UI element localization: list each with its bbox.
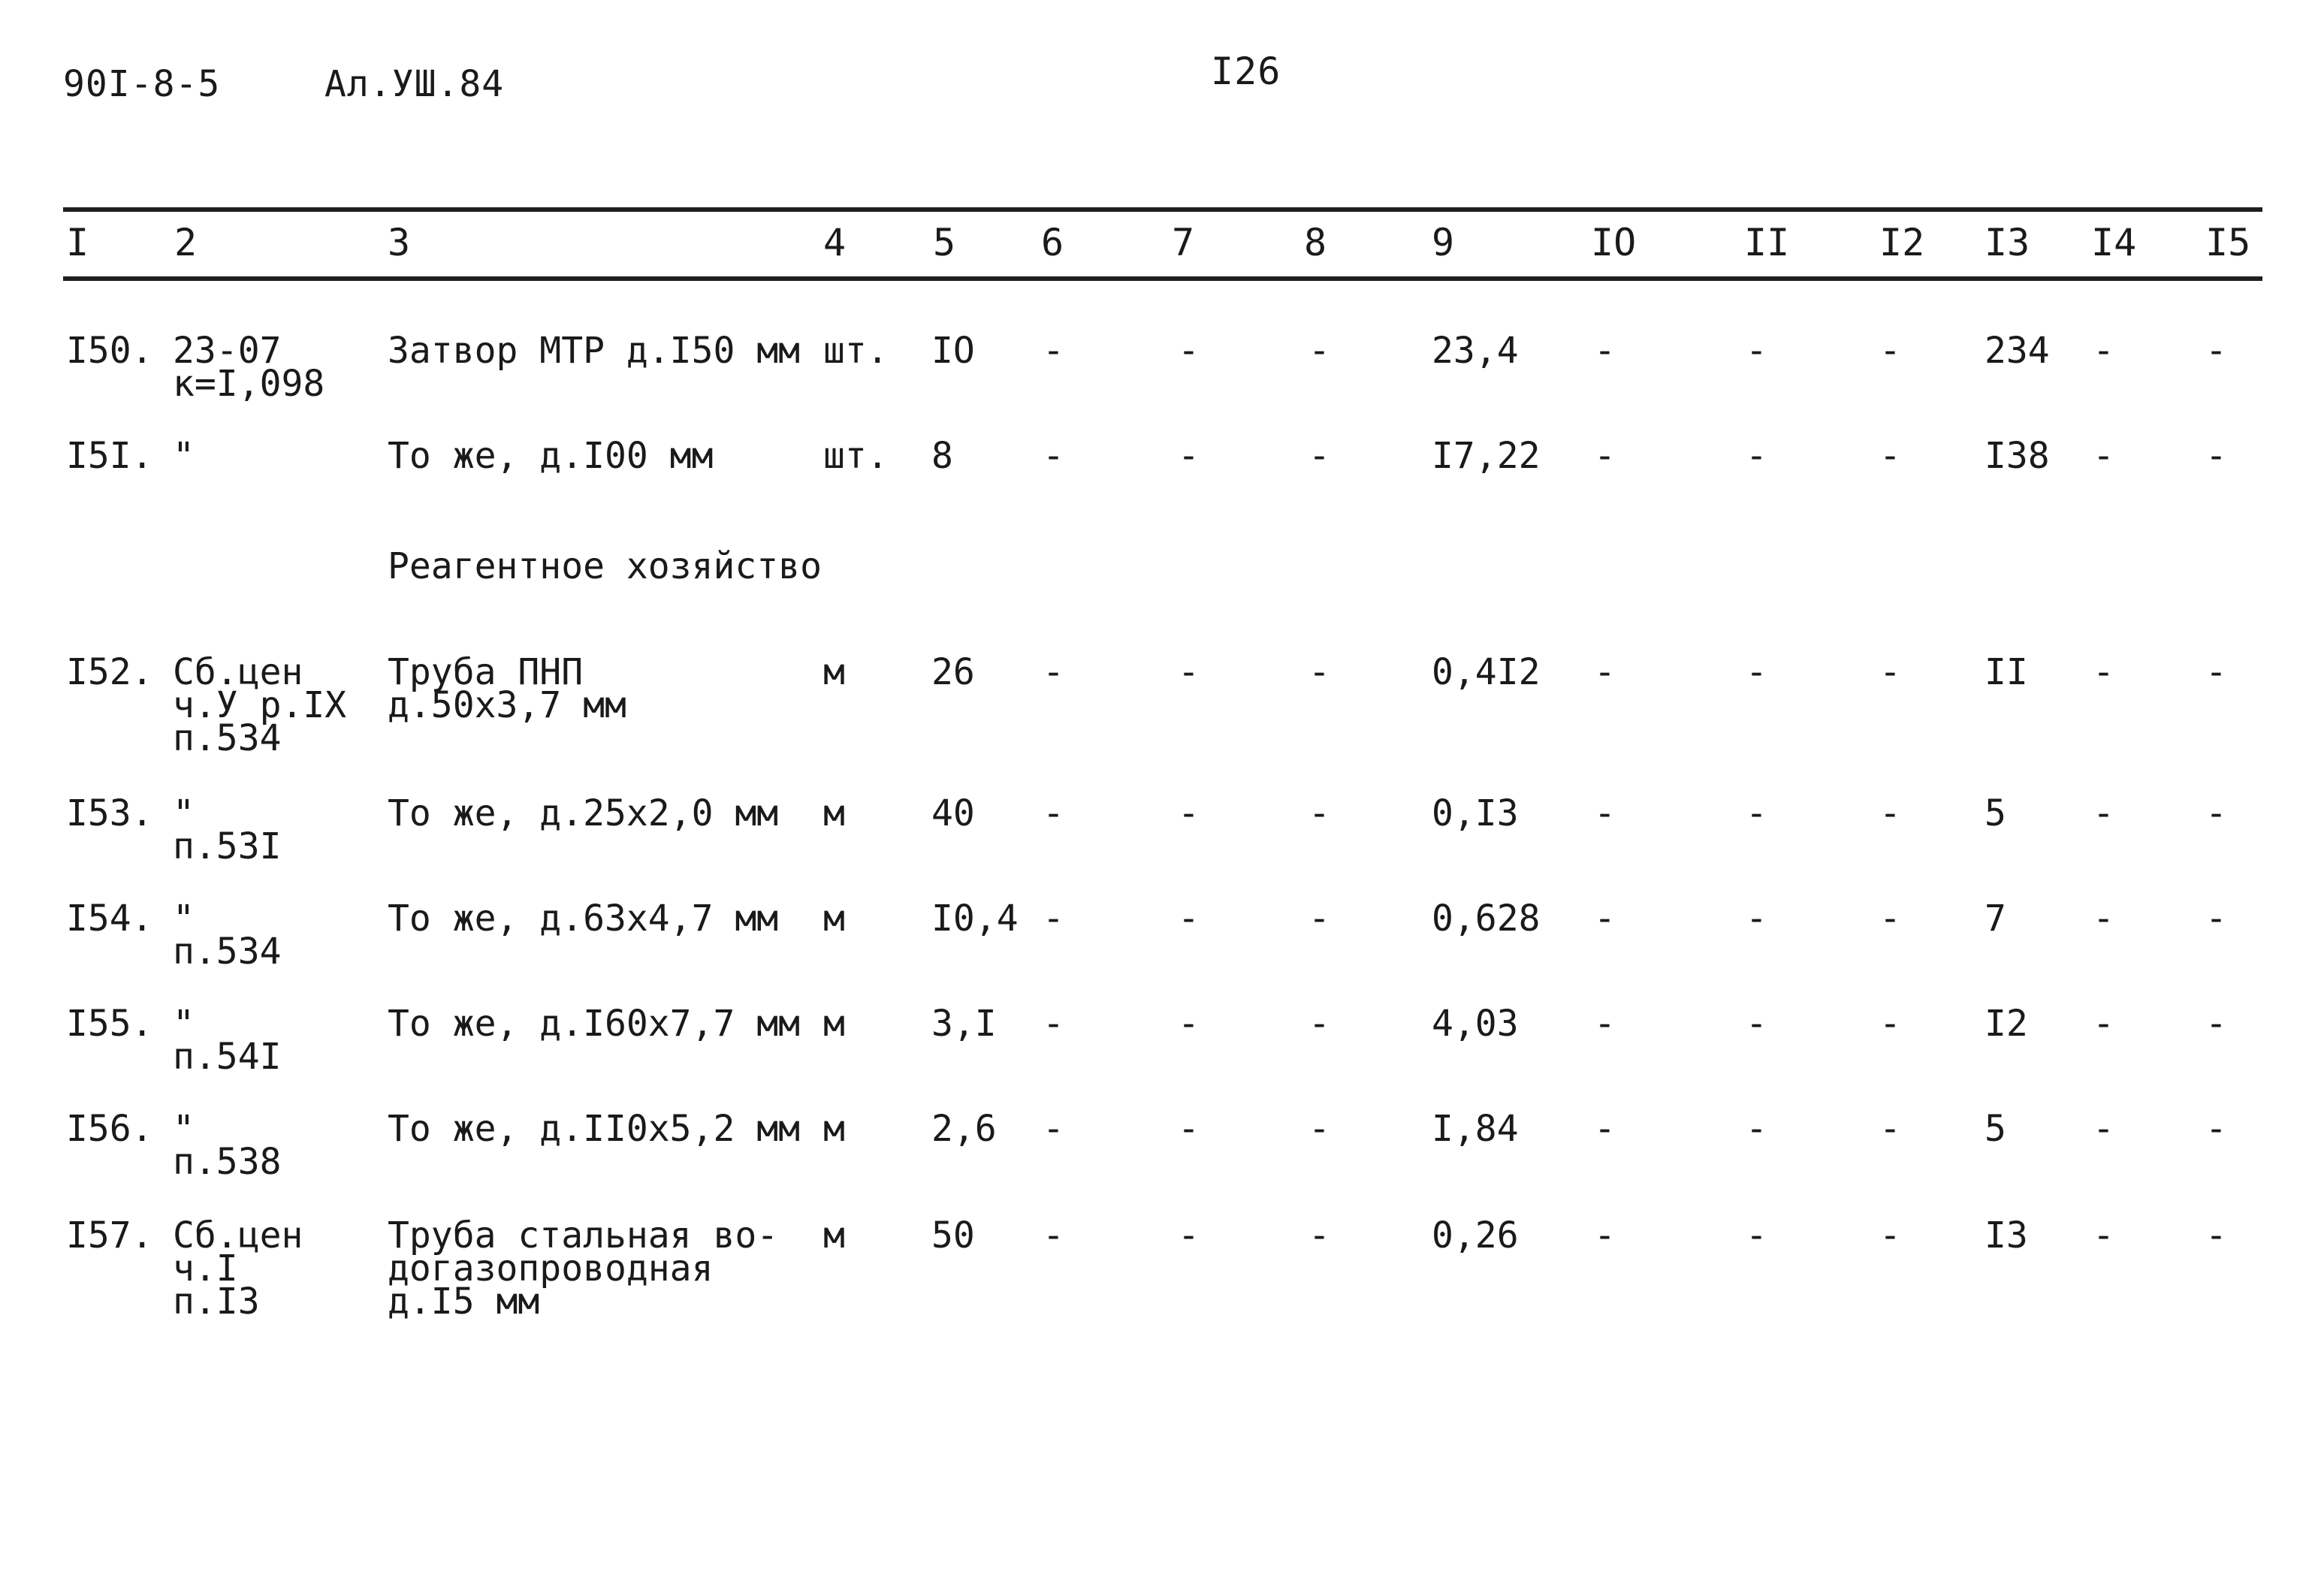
cell-unit: шт.: [823, 330, 889, 372]
cell-num: I53.: [66, 792, 153, 834]
cell-c8: -: [1308, 330, 1330, 372]
cell-code: ": [173, 792, 195, 834]
cell-c12: -: [1879, 1108, 1901, 1150]
cell-c11: -: [1746, 898, 1767, 940]
cell-c7: -: [1178, 330, 1200, 372]
cell-qty: I0,4: [931, 898, 1019, 940]
cell-c12: -: [1879, 651, 1901, 693]
cell-c8: -: [1308, 792, 1330, 834]
cell-qty: 26: [931, 651, 975, 693]
cell-num: I50.: [66, 330, 153, 372]
cell-c12: -: [1879, 435, 1901, 477]
cell-c13: 234: [1985, 330, 2050, 372]
cell-c12: -: [1879, 330, 1901, 372]
cell-name: То же, д.I00 мм: [388, 435, 714, 477]
cell-c15: -: [2205, 1214, 2227, 1257]
cell-code: ": [173, 1108, 195, 1150]
column-header-8: 8: [1304, 221, 1327, 264]
cell-c7: -: [1178, 898, 1200, 940]
cell-c10: -: [1594, 1214, 1616, 1257]
cell-c6: -: [1043, 898, 1064, 940]
cell-c8: -: [1308, 651, 1330, 693]
cell-name: Затвор МТР д.I50 мм: [388, 330, 801, 372]
column-header-1: I: [66, 221, 89, 264]
cell-c6: -: [1043, 792, 1064, 834]
cell-c13: I38: [1985, 435, 2050, 477]
section-title: Реагентное хозяйство: [388, 545, 822, 587]
cell-c11: -: [1746, 1214, 1767, 1257]
cell-c15: -: [2205, 1003, 2227, 1045]
cell-name: д.I5 мм: [388, 1281, 540, 1323]
cell-c15: -: [2205, 330, 2227, 372]
cell-c15: -: [2205, 792, 2227, 834]
cell-name: д.50х3,7 мм: [388, 684, 626, 726]
cell-c6: -: [1043, 651, 1064, 693]
cell-unit: м: [823, 898, 845, 940]
cell-code: ": [173, 435, 195, 477]
cell-qty: 3,I: [931, 1003, 997, 1045]
cell-code: к=I,098: [173, 363, 325, 405]
cell-c7: -: [1178, 435, 1200, 477]
cell-unit: м: [823, 1108, 845, 1150]
cell-c7: -: [1178, 651, 1200, 693]
column-header-12: I2: [1879, 221, 1925, 264]
cell-c11: -: [1746, 435, 1767, 477]
column-header-4: 4: [823, 221, 847, 264]
cell-unit: шт.: [823, 435, 889, 477]
cell-qty: 8: [931, 435, 953, 477]
cell-c14: -: [2093, 1108, 2114, 1150]
column-header-7: 7: [1172, 221, 1195, 264]
cell-c11: -: [1746, 651, 1767, 693]
cell-c10: -: [1594, 792, 1616, 834]
cell-unit: м: [823, 1214, 845, 1257]
cell-num: I5I.: [66, 435, 153, 477]
cell-code: Сб.цен: [173, 651, 303, 693]
cell-qty: 50: [931, 1214, 975, 1257]
cell-name: То же, д.I60х7,7 мм: [388, 1003, 801, 1045]
cell-c6: -: [1043, 1003, 1064, 1045]
cell-c15: -: [2205, 898, 2227, 940]
cell-c15: -: [2205, 1108, 2227, 1150]
cell-c9: 0,I3: [1432, 792, 1519, 834]
cell-name: То же, д.63х4,7 мм: [388, 898, 779, 940]
cell-c14: -: [2093, 792, 2114, 834]
cell-c13: 7: [1985, 898, 2006, 940]
column-header-15: I5: [2205, 221, 2251, 264]
cell-num: I54.: [66, 898, 153, 940]
cell-code: ч.У р.IX: [173, 684, 347, 726]
cell-unit: м: [823, 792, 845, 834]
cell-c15: -: [2205, 435, 2227, 477]
cell-unit: м: [823, 651, 845, 693]
cell-num: I57.: [66, 1214, 153, 1257]
cell-c10: -: [1594, 435, 1616, 477]
cell-c6: -: [1043, 1214, 1064, 1257]
album-reference: Ал.УШ.84: [324, 63, 505, 105]
cell-num: I55.: [66, 1003, 153, 1045]
cell-c12: -: [1879, 898, 1901, 940]
document-code: 90I-8-5: [63, 63, 221, 105]
cell-code: ": [173, 898, 195, 940]
cell-c7: -: [1178, 1108, 1200, 1150]
cell-num: I52.: [66, 651, 153, 693]
cell-code: п.I3: [173, 1281, 260, 1323]
cell-c12: -: [1879, 792, 1901, 834]
cell-c14: -: [2093, 1214, 2114, 1257]
cell-code: ч.I: [173, 1248, 238, 1290]
cell-qty: 2,6: [931, 1108, 997, 1150]
cell-code: п.534: [173, 717, 282, 759]
cell-c8: -: [1308, 1108, 1330, 1150]
cell-code: п.534: [173, 931, 282, 973]
cell-c9: I,84: [1432, 1108, 1519, 1150]
column-header-5: 5: [933, 221, 956, 264]
cell-name: Труба ПНП: [388, 651, 584, 693]
cell-c11: -: [1746, 792, 1767, 834]
cell-c8: -: [1308, 435, 1330, 477]
cell-code: Сб.цен: [173, 1214, 303, 1257]
column-header-9: 9: [1432, 221, 1455, 264]
cell-c15: -: [2205, 651, 2227, 693]
cell-code: п.538: [173, 1141, 282, 1183]
cell-c12: -: [1879, 1003, 1901, 1045]
cell-name: То же, д.25х2,0 мм: [388, 792, 779, 834]
cell-c9: 0,26: [1432, 1214, 1519, 1257]
cell-c13: I3: [1985, 1214, 2028, 1257]
cell-c6: -: [1043, 1108, 1064, 1150]
cell-c9: 23,4: [1432, 330, 1519, 372]
cell-name: То же, д.II0х5,2 мм: [388, 1108, 801, 1150]
cell-c6: -: [1043, 330, 1064, 372]
cell-c13: 5: [1985, 1108, 2006, 1150]
cell-c14: -: [2093, 330, 2114, 372]
cell-c8: -: [1308, 898, 1330, 940]
cell-c14: -: [2093, 651, 2114, 693]
column-header-13: I3: [1985, 221, 2030, 264]
column-header-6: 6: [1041, 221, 1064, 264]
cell-c7: -: [1178, 1003, 1200, 1045]
cell-c9: I7,22: [1432, 435, 1541, 477]
cell-num: I56.: [66, 1108, 153, 1150]
cell-c9: 4,03: [1432, 1003, 1519, 1045]
cell-code: п.54I: [173, 1036, 282, 1078]
cell-c11: -: [1746, 1003, 1767, 1045]
cell-unit: м: [823, 1003, 845, 1045]
cell-c12: -: [1879, 1214, 1901, 1257]
cell-c10: -: [1594, 898, 1616, 940]
cell-c13: II: [1985, 651, 2028, 693]
cell-c10: -: [1594, 330, 1616, 372]
cell-code: ": [173, 1003, 195, 1045]
table-header-rule: [63, 276, 2262, 281]
column-header-14: I4: [2091, 221, 2137, 264]
page-number: I26: [1211, 50, 1281, 93]
cell-c10: -: [1594, 651, 1616, 693]
cell-code: п.53I: [173, 825, 282, 867]
cell-c14: -: [2093, 435, 2114, 477]
cell-code: 23-07: [173, 330, 282, 372]
cell-c6: -: [1043, 435, 1064, 477]
cell-c14: -: [2093, 898, 2114, 940]
cell-c10: -: [1594, 1108, 1616, 1150]
cell-qty: IO: [931, 330, 975, 372]
column-header-2: 2: [174, 221, 198, 264]
cell-c8: -: [1308, 1003, 1330, 1045]
cell-c14: -: [2093, 1003, 2114, 1045]
column-header-11: II: [1744, 221, 1790, 264]
cell-c8: -: [1308, 1214, 1330, 1257]
cell-c11: -: [1746, 330, 1767, 372]
cell-c9: 0,628: [1432, 898, 1541, 940]
cell-c7: -: [1178, 792, 1200, 834]
cell-qty: 40: [931, 792, 975, 834]
table-top-rule: [63, 207, 2262, 212]
column-header-3: 3: [388, 221, 411, 264]
cell-c13: I2: [1985, 1003, 2028, 1045]
cell-c11: -: [1746, 1108, 1767, 1150]
cell-c10: -: [1594, 1003, 1616, 1045]
cell-c13: 5: [1985, 792, 2006, 834]
cell-name: догазопроводная: [388, 1248, 714, 1290]
cell-name: Труба стальная во-: [388, 1214, 779, 1257]
column-header-10: IO: [1591, 221, 1637, 264]
cell-c9: 0,4I2: [1432, 651, 1541, 693]
cell-c7: -: [1178, 1214, 1200, 1257]
